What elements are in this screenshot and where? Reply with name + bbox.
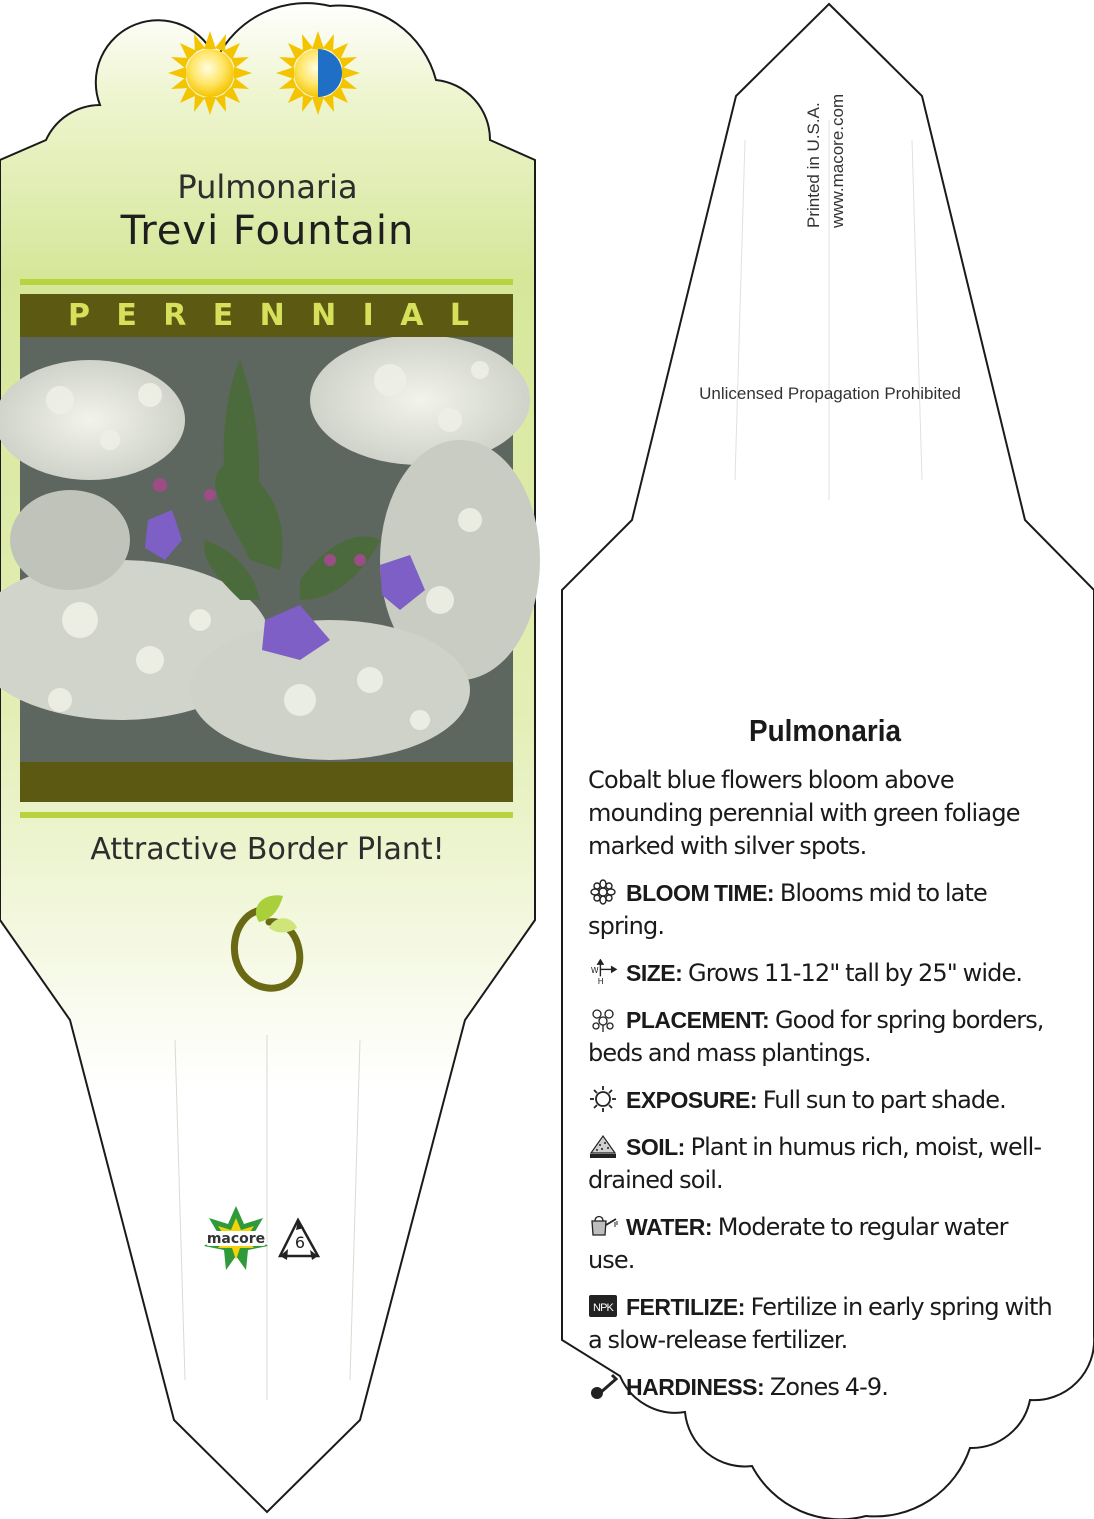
plant-type-letter: P: [68, 298, 90, 333]
title-underline-stripe: [20, 279, 513, 285]
photo-bottom-bar: [20, 762, 513, 802]
back-title: Pulmonaria: [749, 713, 901, 748]
care-item-water: [588, 1211, 1058, 1277]
sun-icon: [588, 1086, 618, 1112]
care-text: Moderate to regular water use.: [588, 1213, 1008, 1274]
size-icon: [588, 959, 618, 985]
thermometer-icon: [588, 1373, 618, 1399]
care-label: SOIL:: [626, 1134, 685, 1160]
plant-type-letter: E: [116, 298, 137, 333]
care-text: Blooms mid to late spring.: [588, 879, 987, 940]
full-sun-icon: [168, 31, 252, 115]
size-icon-h: H: [597, 977, 603, 985]
printed-info: [802, 94, 850, 228]
plant-type-letter: L: [449, 298, 469, 333]
care-label: FERTILIZE:: [626, 1294, 745, 1320]
care-text: Zones 4-9.: [769, 1373, 888, 1401]
soil-icon: [588, 1133, 618, 1159]
care-item-hardiness: [588, 1371, 1058, 1404]
plant-type-letter: N: [259, 298, 285, 333]
size-icon-w: W: [590, 965, 598, 975]
plant-type-banner: [20, 294, 513, 337]
care-label: PLACEMENT:: [626, 1007, 770, 1033]
recycle-code-text: 6: [294, 1233, 306, 1252]
care-item-soil: [588, 1131, 1058, 1197]
plant-description: Cobalt blue flowers bloom above mounding perennial with green foliage marked with silver spots.: [588, 766, 1020, 860]
plant-type-letter: N: [311, 298, 337, 333]
care-text: Good for spring borders, beds and mass plantings.: [588, 1006, 1044, 1067]
plant-photo: [0, 335, 540, 762]
plant-type-letter: A: [400, 298, 424, 333]
care-item-fertilize: [588, 1291, 1058, 1357]
flower-icon: [588, 879, 618, 905]
website-text: www.macore.com: [828, 93, 847, 228]
placement-icon: [588, 1006, 618, 1032]
care-label: WATER:: [626, 1214, 713, 1240]
care-label: EXPOSURE:: [626, 1087, 757, 1113]
watering-can-icon: [588, 1213, 618, 1239]
care-item-bloom: [588, 877, 1058, 943]
macore-logo-text: macore: [206, 1231, 266, 1247]
care-item-size: [588, 957, 1058, 990]
care-text: Grows 11-12" tall by 25" wide.: [688, 959, 1023, 987]
care-text: Full sun to part shade.: [762, 1086, 1006, 1114]
printed-in-text: Printed in U.S.A.: [804, 102, 823, 228]
care-label: BLOOM TIME:: [626, 880, 775, 906]
care-text: Fertilize in early spring with a slow-release fertilizer.: [588, 1293, 1052, 1354]
plant-type-letter: R: [163, 298, 187, 333]
care-text: Plant in humus rich, moist, well-drained soil.: [588, 1133, 1042, 1194]
plant-type-letter: E: [212, 298, 234, 333]
care-label: SIZE:: [626, 960, 683, 986]
part-shade-icon: [276, 31, 360, 115]
plant-type-letter: I: [362, 298, 374, 333]
front-tagline: Attractive Border Plant!: [90, 832, 445, 867]
npk-icon-text: NPK: [593, 1302, 613, 1314]
tagline-top-stripe: [20, 812, 513, 818]
front-genus: Pulmonaria: [177, 168, 358, 206]
care-item-placement: [588, 1004, 1058, 1070]
npk-icon: [588, 1293, 618, 1319]
back-body: [588, 764, 1058, 1418]
legal-notice: Unlicensed Propagation Prohibited: [699, 384, 961, 403]
care-label: HARDINESS:: [626, 1374, 765, 1400]
recycle-number: [286, 1224, 316, 1254]
front-cultivar-name: Trevi Fountain: [120, 208, 415, 254]
care-item-exposure: [588, 1084, 1058, 1117]
